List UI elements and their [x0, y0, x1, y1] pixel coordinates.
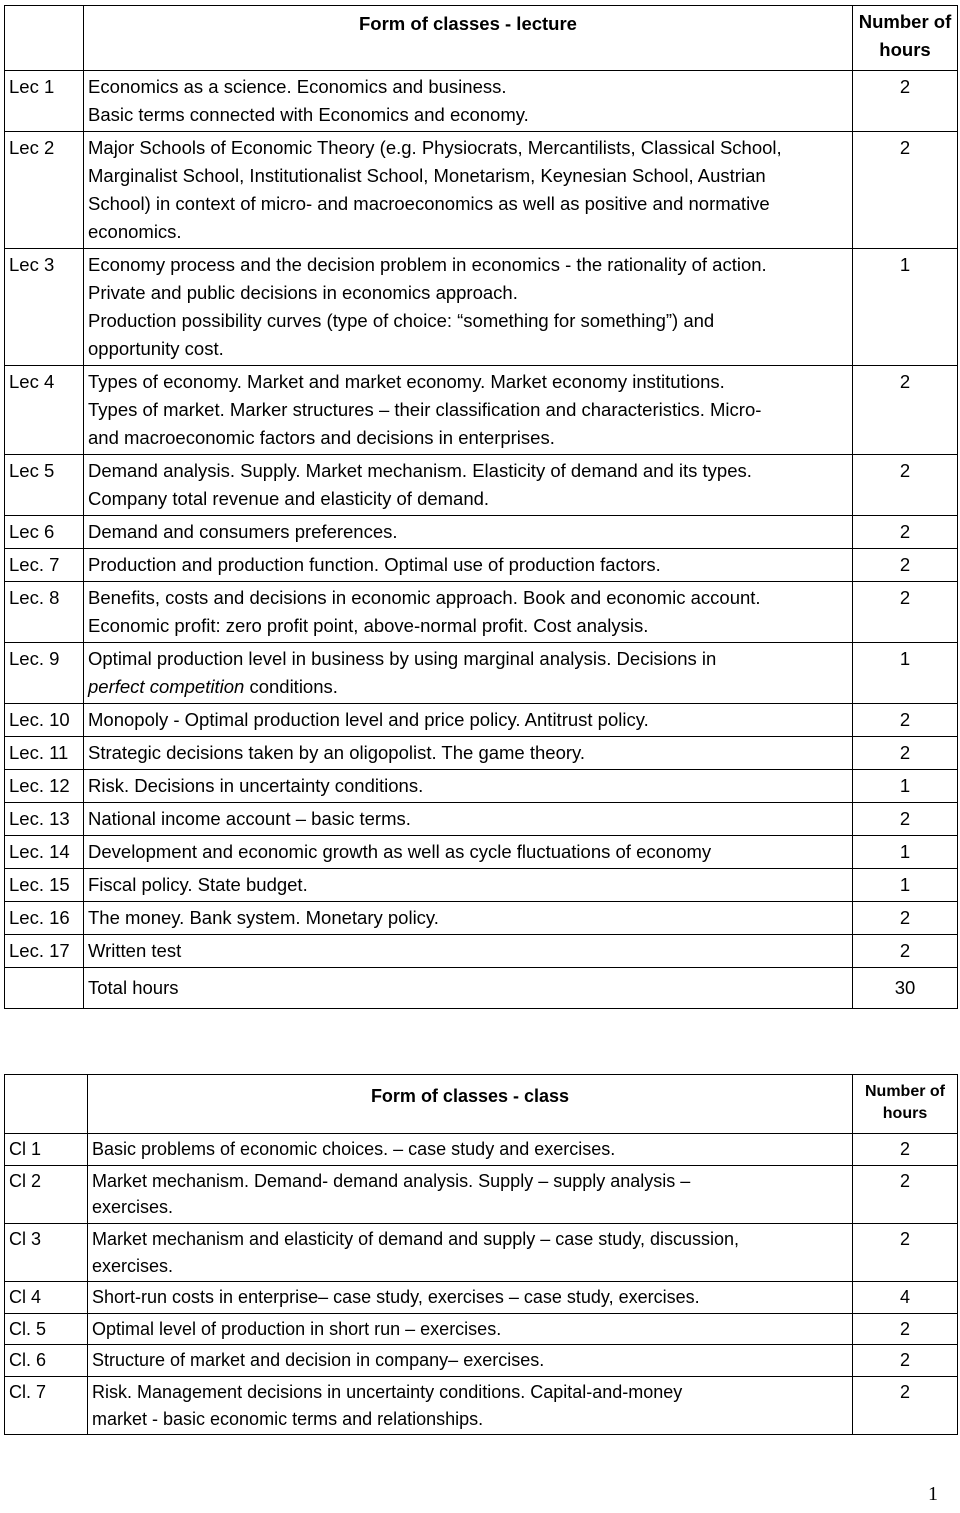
lecture-description-line: Optimal production level in business by using marginal analysis. Decisions in: [88, 648, 717, 669]
header-hours-line: hours: [882, 1105, 928, 1122]
line-tail: conditions.: [244, 676, 338, 697]
lecture-table: [4, 5, 958, 1009]
class-description-line: Optimal level of production in short run – exercises.: [92, 1318, 502, 1339]
class-code: Cl. 6: [5, 1345, 88, 1377]
lecture-description: [84, 516, 853, 549]
lecture-description-line: and macroeconomic factors and decisions in enterprises.: [88, 427, 555, 448]
class-description-line: Short-run costs in enterprise– case study, exercises – case study, exercises.: [92, 1287, 700, 1308]
lecture-description: [84, 455, 853, 516]
lecture-description: [84, 582, 853, 643]
lecture-hours: 2: [853, 132, 958, 249]
class-row: [5, 1134, 958, 1166]
lecture-description-line: economics.: [88, 221, 182, 242]
total-hours: 30: [853, 968, 958, 1009]
lecture-description-line: Production and production function. Optimal use of production factors.: [88, 554, 661, 575]
lecture-row: [5, 902, 958, 935]
class-hours: 2: [853, 1165, 958, 1223]
lecture-description-line: [88, 673, 848, 701]
lecture-code: Lec. 7: [5, 549, 84, 582]
class-description-line: Structure of market and decision in company– exercises.: [92, 1350, 545, 1371]
class-description-line: exercises.: [92, 1255, 174, 1276]
lecture-description: [84, 643, 853, 704]
class-description: [88, 1165, 853, 1223]
lecture-description-line: Marginalist School, Institutionalist School, Monetarism, Keynesian School, Austrian: [88, 165, 766, 186]
lecture-hours: 2: [853, 935, 958, 968]
lecture-hours: 2: [853, 704, 958, 737]
lecture-code: Lec. 13: [5, 803, 84, 836]
lecture-description-line: The money. Bank system. Monetary policy.: [88, 907, 439, 928]
lecture-row: [5, 516, 958, 549]
class-description-line: Risk. Management decisions in uncertainty conditions. Capital-and-money: [92, 1382, 683, 1403]
lecture-row: [5, 366, 958, 455]
lecture-description-line: Economy process and the decision problem in economics - the rationality of action.: [88, 254, 767, 275]
lecture-code: Lec 1: [5, 71, 84, 132]
class-description-line: Basic problems of economic choices. – case study and exercises.: [92, 1139, 616, 1159]
lecture-total-row: [5, 968, 958, 1009]
class-description-line: Market mechanism and elasticity of demand and supply – case study, discussion,: [92, 1228, 739, 1249]
lecture-description-line: Economic profit: zero profit point, above-normal profit. Cost analysis.: [88, 615, 649, 636]
lecture-description: [84, 836, 853, 869]
lecture-description-line: Monopoly - Optimal production level and price policy. Antitrust policy.: [88, 709, 649, 730]
class-header-hours: [853, 1075, 958, 1134]
class-hours: 2: [853, 1313, 958, 1345]
lecture-hours: 2: [853, 549, 958, 582]
class-description: [88, 1345, 853, 1377]
lecture-header-title: Form of classes - lecture: [84, 6, 853, 71]
lecture-header-hours: [853, 6, 958, 71]
lecture-description: [84, 549, 853, 582]
lecture-row: [5, 737, 958, 770]
lecture-hours: 1: [853, 770, 958, 803]
lecture-description-line: School) in context of micro- and macroeconomics as well as positive and normative: [88, 193, 770, 214]
lecture-code: Lec. 16: [5, 902, 84, 935]
class-description: [88, 1313, 853, 1345]
class-table: [4, 1074, 958, 1435]
class-code: Cl 2: [5, 1165, 88, 1223]
lecture-hours: 2: [853, 71, 958, 132]
lecture-description-line: Fiscal policy. State budget.: [88, 874, 308, 895]
class-description-line: Market mechanism. Demand- demand analysis. Supply – supply analysis –: [92, 1170, 691, 1191]
class-header-row: [5, 1075, 958, 1134]
lecture-description-line: Types of economy. Market and market economy. Market economy institutions.: [88, 371, 725, 392]
lecture-description-line: Production possibility curves (type of choice: “something for something”) and: [88, 310, 715, 331]
lecture-row: [5, 132, 958, 249]
header-hours-line: Number of: [865, 1083, 945, 1100]
lecture-code: Lec. 10: [5, 704, 84, 737]
lecture-row: [5, 869, 958, 902]
lecture-code: Lec. 11: [5, 737, 84, 770]
lecture-row: [5, 704, 958, 737]
lecture-hours: 2: [853, 516, 958, 549]
lecture-description: [84, 704, 853, 737]
italic-term: perfect competition: [88, 676, 245, 697]
lecture-code: Lec. 9: [5, 643, 84, 704]
class-code: Cl 4: [5, 1282, 88, 1314]
lecture-hours: 2: [853, 902, 958, 935]
lecture-description-line: Written test: [88, 940, 182, 961]
lecture-hours: 2: [853, 737, 958, 770]
lecture-code: Lec. 8: [5, 582, 84, 643]
lecture-row: [5, 455, 958, 516]
lecture-description-line: Demand analysis. Supply. Market mechanism. Elasticity of demand and its types.: [88, 460, 752, 481]
lecture-row: [5, 803, 958, 836]
lecture-description: [84, 869, 853, 902]
lecture-row: [5, 549, 958, 582]
page-number: 1: [928, 1483, 938, 1505]
class-description: [88, 1134, 853, 1166]
class-row: [5, 1345, 958, 1377]
class-description: [88, 1377, 853, 1435]
lecture-description: [84, 803, 853, 836]
lecture-description-line: Private and public decisions in economics approach.: [88, 282, 518, 303]
total-label: Total hours: [84, 968, 853, 1009]
lecture-description-line: Major Schools of Economic Theory (e.g. Physiocrats, Mercantilists, Classical School,: [88, 137, 782, 158]
lecture-code: Lec 6: [5, 516, 84, 549]
class-row: [5, 1377, 958, 1435]
lecture-description-line: Types of market. Marker structures – their classification and characteristics. Micro-: [88, 399, 762, 420]
lecture-description: [84, 71, 853, 132]
lecture-description-line: Strategic decisions taken by an oligopolist. The game theory.: [88, 742, 586, 763]
lecture-code: Lec 2: [5, 132, 84, 249]
lecture-hours: 2: [853, 455, 958, 516]
class-code: Cl. 7: [5, 1377, 88, 1435]
total-code-cell: [5, 968, 84, 1009]
class-description: [88, 1282, 853, 1314]
lecture-description-line: Development and economic growth as well as cycle fluctuations of economy: [88, 841, 712, 862]
lecture-code: Lec. 17: [5, 935, 84, 968]
lecture-description-line: opportunity cost.: [88, 338, 224, 359]
header-hours-line: Number of: [858, 11, 952, 32]
class-row: [5, 1165, 958, 1223]
header-code-cell: [5, 6, 84, 71]
lecture-description: [84, 366, 853, 455]
class-row: [5, 1223, 958, 1281]
lecture-description-line: Benefits, costs and decisions in economic approach. Book and economic account.: [88, 587, 761, 608]
header-code-cell: [5, 1075, 88, 1134]
lecture-description: [84, 935, 853, 968]
class-hours: 2: [853, 1377, 958, 1435]
lecture-description: [84, 770, 853, 803]
class-hours: 2: [853, 1223, 958, 1281]
class-code: Cl 3: [5, 1223, 88, 1281]
lecture-hours: 1: [853, 643, 958, 704]
lecture-row: [5, 935, 958, 968]
lecture-description-line: Company total revenue and elasticity of demand.: [88, 488, 490, 509]
lecture-code: Lec 5: [5, 455, 84, 516]
class-header-title: Form of classes - class: [88, 1075, 853, 1134]
lecture-code: Lec 3: [5, 249, 84, 366]
lecture-hours: 1: [853, 249, 958, 366]
lecture-description: [84, 249, 853, 366]
lecture-code: Lec. 15: [5, 869, 84, 902]
lecture-description-line: Economics as a science. Economics and business.: [88, 76, 507, 97]
class-row: [5, 1313, 958, 1345]
lecture-row: [5, 770, 958, 803]
class-description-line: exercises.: [92, 1197, 174, 1218]
lecture-row: [5, 582, 958, 643]
lecture-code: Lec 4: [5, 366, 84, 455]
class-hours: 2: [853, 1134, 958, 1166]
lecture-description: [84, 737, 853, 770]
lecture-description: [84, 132, 853, 249]
lecture-description-line: National income account – basic terms.: [88, 808, 411, 829]
lecture-description: [84, 902, 853, 935]
lecture-code: Lec. 12: [5, 770, 84, 803]
lecture-hours: 1: [853, 836, 958, 869]
class-description-line: market - basic economic terms and relationships.: [92, 1408, 484, 1429]
class-row: [5, 1282, 958, 1314]
lecture-hours: 2: [853, 366, 958, 455]
class-code: Cl. 5: [5, 1313, 88, 1345]
lecture-description-line: Demand and consumers preferences.: [88, 521, 398, 542]
header-hours-line: hours: [879, 39, 931, 60]
lecture-row: [5, 643, 958, 704]
lecture-hours: 2: [853, 803, 958, 836]
class-description: [88, 1223, 853, 1281]
lecture-description-line: Basic terms connected with Economics and economy.: [88, 104, 529, 125]
lecture-header-row: [5, 6, 958, 71]
lecture-row: [5, 836, 958, 869]
lecture-row: [5, 71, 958, 132]
lecture-hours: 1: [853, 869, 958, 902]
class-code: Cl 1: [5, 1134, 88, 1166]
class-hours: 4: [853, 1282, 958, 1314]
class-hours: 2: [853, 1345, 958, 1377]
lecture-hours: 2: [853, 582, 958, 643]
lecture-code: Lec. 14: [5, 836, 84, 869]
lecture-description-line: Risk. Decisions in uncertainty conditions.: [88, 775, 424, 796]
lecture-row: [5, 249, 958, 366]
